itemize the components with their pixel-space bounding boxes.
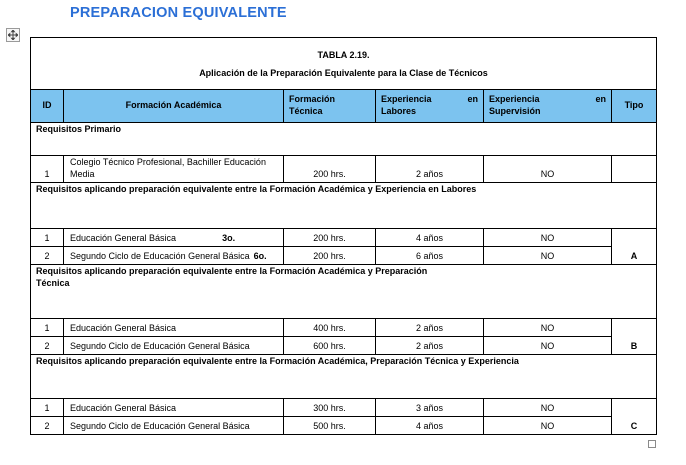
- table-row: [31, 399, 657, 417]
- formacion-academica-text: Segundo Ciclo de Educación General Básica: [70, 250, 250, 261]
- cell-formacion-academica: [64, 337, 284, 355]
- section-header-row: [31, 355, 657, 399]
- section-header: Requisitos aplicando preparación equivalente entre la Formación Académica y Experiencia en Labores: [31, 183, 657, 229]
- tabla-2-19: [30, 37, 657, 435]
- column-header-formacion-tecnica: Formación Técnica: [284, 90, 376, 123]
- cell-experiencia-supervision: NO: [484, 337, 612, 355]
- cell-formacion-academica: [64, 247, 284, 265]
- cell-experiencia-labores: 4 años: [376, 417, 484, 435]
- section-header-row: [31, 265, 657, 319]
- cell-id: 2: [31, 247, 64, 265]
- column-header-formacion-academica: Formación Académica: [64, 90, 284, 123]
- page-title: PREPARACION EQUIVALENTE: [70, 5, 287, 21]
- cell-formacion-tecnica: 200 hrs.: [284, 156, 376, 183]
- cell-formacion-tecnica: 200 hrs.: [284, 247, 376, 265]
- cell-experiencia-supervision: NO: [484, 229, 612, 247]
- table-resize-handle[interactable]: [648, 440, 656, 448]
- cell-experiencia-labores: 2 años: [376, 337, 484, 355]
- table-row: [31, 247, 657, 265]
- cell-id: 1: [31, 229, 64, 247]
- formacion-academica-text: Educación General Básica: [70, 232, 177, 243]
- cell-experiencia-labores: 3 años: [376, 399, 484, 417]
- table-row: [31, 417, 657, 435]
- formacion-academica-text: Educación General Básica: [70, 402, 177, 413]
- cell-id: 1: [31, 399, 64, 417]
- section-header: Requisitos aplicando preparación equivalente entre la Formación Académica y Preparación Técnica: [31, 265, 657, 319]
- cell-tipo: A: [612, 229, 657, 265]
- cell-formacion-tecnica: 400 hrs.: [284, 319, 376, 337]
- table-row: [31, 156, 657, 183]
- cell-tipo: [612, 156, 657, 183]
- table-title-row: [31, 38, 657, 90]
- cell-tipo: B: [612, 319, 657, 355]
- cell-formacion-tecnica: 500 hrs.: [284, 417, 376, 435]
- cell-tipo: C: [612, 399, 657, 435]
- cell-id: 1: [31, 156, 64, 183]
- cell-formacion-academica: [64, 319, 284, 337]
- cell-formacion-tecnica: 300 hrs.: [284, 399, 376, 417]
- cell-experiencia-supervision: NO: [484, 156, 612, 183]
- formacion-academica-grade: 6o.: [253, 250, 267, 261]
- cell-formacion-academica: [64, 229, 284, 247]
- cell-formacion-tecnica: 600 hrs.: [284, 337, 376, 355]
- table-header-row: [31, 90, 657, 123]
- cell-formacion-academica: [64, 399, 284, 417]
- table-title: TABLA 2.19.: [317, 49, 370, 60]
- cell-id: 1: [31, 319, 64, 337]
- table-move-handle[interactable]: [6, 28, 20, 42]
- cell-experiencia-supervision: NO: [484, 417, 612, 435]
- cell-id: 2: [31, 417, 64, 435]
- cell-formacion-academica: [64, 156, 284, 183]
- formacion-academica-text: Educación General Básica: [70, 322, 177, 333]
- section-header: Requisitos aplicando preparación equivalente entre la Formación Académica, Preparación Técnica y Experiencia: [31, 355, 657, 399]
- column-header-experiencia-supervision: Experiencia en Supervisión: [484, 90, 612, 123]
- cell-experiencia-supervision: NO: [484, 247, 612, 265]
- column-header-tipo: Tipo: [612, 90, 657, 123]
- cell-experiencia-labores: 2 años: [376, 156, 484, 183]
- table-subtitle: Aplicación de la Preparación Equivalente para la Clase de Técnicos: [199, 67, 488, 78]
- cell-experiencia-labores: 2 años: [376, 319, 484, 337]
- section-header-row: [31, 183, 657, 229]
- cell-experiencia-labores: 6 años: [376, 247, 484, 265]
- formacion-academica-grade: 3o.: [222, 232, 236, 243]
- move-icon: [8, 30, 18, 40]
- section-header-row: [31, 123, 657, 156]
- cell-formacion-academica: [64, 417, 284, 435]
- cell-id: 2: [31, 337, 64, 355]
- table-row: [31, 229, 657, 247]
- table-row: [31, 319, 657, 337]
- cell-experiencia-supervision: NO: [484, 399, 612, 417]
- formacion-academica-text: Colegio Técnico Profesional, Bachiller Educación Media: [70, 157, 266, 179]
- table-title-cell: [31, 38, 657, 90]
- table-row: [31, 337, 657, 355]
- formacion-academica-text: Segundo Ciclo de Educación General Básica: [70, 340, 250, 351]
- column-header-experiencia-labores: Experiencia en Labores: [376, 90, 484, 123]
- column-header-id: ID: [31, 90, 64, 123]
- cell-experiencia-supervision: NO: [484, 319, 612, 337]
- cell-experiencia-labores: 4 años: [376, 229, 484, 247]
- section-header: Requisitos Primario: [31, 123, 657, 156]
- formacion-academica-text: Segundo Ciclo de Educación General Básica: [70, 420, 250, 431]
- cell-formacion-tecnica: 200 hrs.: [284, 229, 376, 247]
